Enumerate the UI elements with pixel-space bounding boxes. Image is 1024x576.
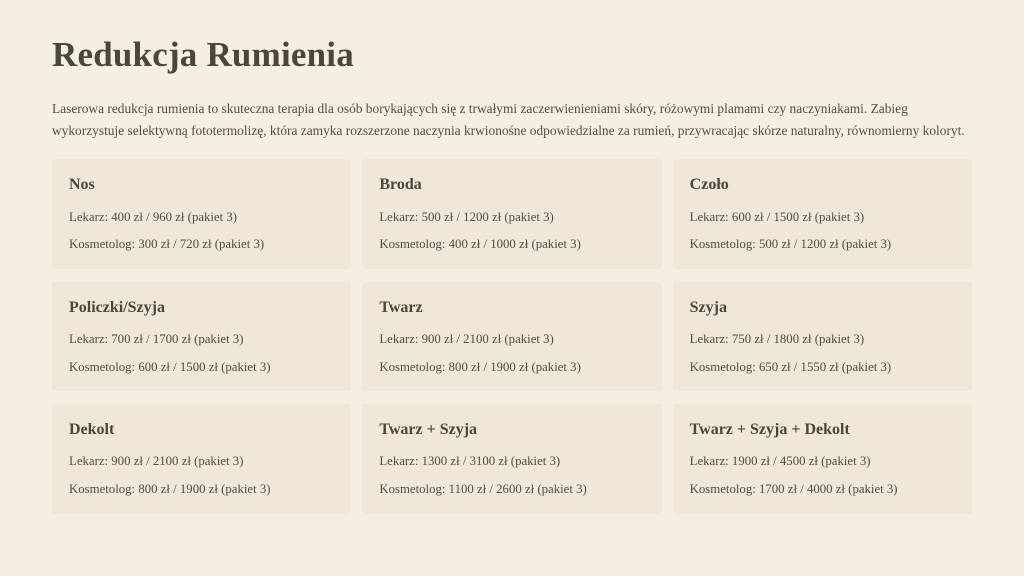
price-card (673, 282, 972, 391)
price-card-title: Policzki/Szyja (69, 298, 165, 316)
price-line-doctor: Lekarz: 400 zł / 960 zł (pakiet 3) (69, 209, 238, 224)
price-line-doctor: Lekarz: 500 zł / 1200 zł (pakiet 3) (379, 209, 554, 224)
price-card-title: Szyja (689, 298, 727, 316)
price-card-title: Twarz + Szyja (379, 421, 478, 439)
price-line-doctor: Lekarz: 700 zł / 1700 zł (pakiet 3) (69, 332, 244, 347)
price-line-cosmetologist: Kosmetolog: 1700 zł / 4000 zł (pakiet 3) (689, 482, 898, 497)
price-card-title: Twarz (379, 298, 423, 316)
price-card (362, 282, 661, 391)
price-line-doctor: Lekarz: 600 zł / 1500 zł (pakiet 3) (689, 209, 865, 224)
price-line-doctor: Lekarz: 1900 zł / 4500 zł (pakiet 3) (689, 454, 871, 469)
price-card (52, 282, 351, 391)
page-title: Redukcja Rumienia (52, 35, 354, 74)
price-line-doctor: Lekarz: 750 zł / 1800 zł (pakiet 3) (689, 332, 865, 347)
price-line-cosmetologist: Kosmetolog: 1100 zł / 2600 zł (pakiet 3) (379, 482, 587, 497)
price-line-cosmetologist: Kosmetolog: 500 zł / 1200 zł (pakiet 3) (689, 237, 892, 252)
price-line-doctor: Lekarz: 1300 zł / 3100 zł (pakiet 3) (379, 454, 561, 469)
price-card-title: Twarz + Szyja + Dekolt (689, 421, 850, 439)
price-card (362, 404, 661, 513)
price-line-cosmetologist: Kosmetolog: 400 zł / 1000 zł (pakiet 3) (379, 237, 581, 252)
price-card (673, 159, 972, 268)
price-card-title: Nos (69, 176, 95, 194)
price-line-cosmetologist: Kosmetolog: 650 zł / 1550 zł (pakiet 3) (689, 359, 892, 374)
price-card (52, 159, 351, 268)
price-line-cosmetologist: Kosmetolog: 800 zł / 1900 zł (pakiet 3) (69, 482, 271, 497)
price-line-cosmetologist: Kosmetolog: 600 zł / 1500 zł (pakiet 3) (69, 359, 271, 374)
price-card (673, 404, 972, 513)
price-line-doctor: Lekarz: 900 zł / 2100 zł (pakiet 3) (69, 454, 244, 469)
price-line-cosmetologist: Kosmetolog: 300 zł / 720 zł (pakiet 3) (69, 237, 265, 252)
price-card-title: Dekolt (69, 421, 115, 439)
price-card (362, 159, 661, 268)
price-card-title: Czoło (689, 176, 729, 194)
price-line-doctor: Lekarz: 900 zł / 2100 zł (pakiet 3) (379, 332, 554, 347)
price-card (52, 404, 351, 513)
price-card-grid (52, 159, 972, 513)
price-line-cosmetologist: Kosmetolog: 800 zł / 1900 zł (pakiet 3) (379, 359, 581, 374)
intro-paragraph: Laserowa redukcja rumienia to skuteczna terapia dla osób borykających się z trwałymi zaczerwienieniami skóry, różowymi plamami czy naczyniakami. Zabieg wykorzystuje selektywną fototermolizę, która zamyka rozszerzone naczynia krwionośne odpowiedzialne za rumień, przywracając skórze naturalny, równomierny koloryt. (52, 101, 965, 138)
price-card-title: Broda (379, 176, 422, 194)
